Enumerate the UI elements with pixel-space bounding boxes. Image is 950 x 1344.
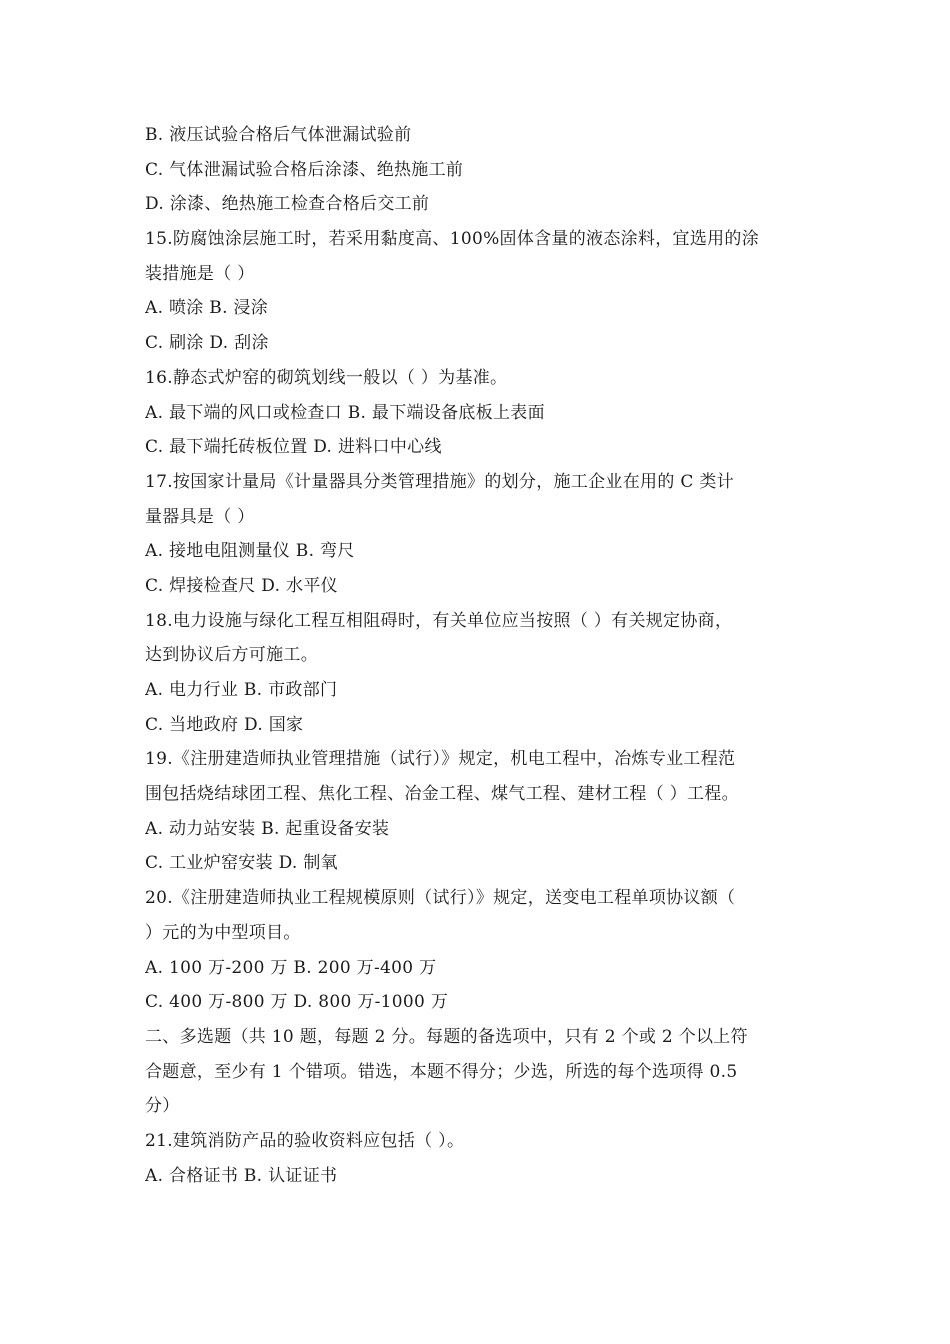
text-line: 围包括烧结球团工程、焦化工程、冶金工程、煤气工程、建材工程（ ）工程。 [145, 784, 739, 805]
text-line: C. 当地政府 D. 国家 [145, 714, 304, 735]
text-line: 18.电力设施与绿化工程互相阻碍时，有关单位应当按照（ ）有关规定协商， [145, 610, 733, 631]
text-line: C. 刷涂 D. 刮涂 [145, 333, 269, 354]
text-line: 20.《注册建造师执业工程规模原则（试行）》规定，送变电工程单项协议额（ [145, 888, 736, 909]
text-line: A. 喷涂 B. 浸涂 [145, 298, 269, 319]
text-line: 19.《注册建造师执业管理措施（试行）》规定，机电工程中，冶炼专业工程范 [145, 749, 736, 770]
text-line: 15.防腐蚀涂层施工时，若采用黏度高、100%固体含量的液态涂料，宜选用的涂 [145, 229, 760, 250]
text-line: 合题意，至少有 1 个错项。错选，本题不得分；少选，所选的每个选项得 0.5 [145, 1061, 738, 1082]
text-line: D. 涂漆、绝热施工检查合格后交工前 [145, 194, 430, 215]
text-line: A. 100 万-200 万 B. 200 万-400 万 [145, 957, 437, 978]
text-line: 分） [145, 1096, 180, 1117]
text-line: 量器具是（ ） [145, 506, 255, 527]
text-line: C. 气体泄漏试验合格后涂漆、绝热施工前 [145, 159, 464, 180]
text-line: C. 最下端托砖板位置 D. 进料口中心线 [145, 437, 442, 458]
text-line: C. 工业炉窑安装 D. 制氧 [145, 853, 338, 874]
text-line: 17.按国家计量局《计量器具分类管理措施》的划分，施工企业在用的 C 类计 [145, 471, 734, 492]
text-line: B. 液压试验合格后气体泄漏试验前 [145, 125, 412, 145]
document-body [145, 118, 810, 1193]
text-line: 装措施是（ ） [145, 263, 255, 284]
text-line: A. 电力行业 B. 市政部门 [145, 680, 338, 700]
text-line: C. 400 万-800 万 D. 800 万-1000 万 [145, 992, 449, 1013]
text-line: A. 接地电阻测量仪 B. 弯尺 [145, 541, 355, 562]
text-line: C. 焊接检查尺 D. 水平仪 [145, 575, 338, 596]
text-line: ）元的为中型项目。 [145, 922, 301, 943]
text-line: 16.静态式炉窑的砌筑划线一般以（ ）为基准。 [145, 367, 508, 388]
text-line: A. 动力站安装 B. 起重设备安装 [145, 818, 390, 839]
text-line: A. 最下端的风口或检查口 B. 最下端设备底板上表面 [145, 402, 545, 423]
text-line: 二、多选题（共 10 题，每题 2 分。每题的备选项中，只有 2 个或 2 个以上符 [145, 1026, 748, 1047]
text-line: A. 合格证书 B. 认证证书 [145, 1165, 338, 1186]
text-line: 21.建筑消防产品的验收资料应包括（ ）。 [145, 1130, 465, 1151]
text-line: 达到协议后方可施工。 [145, 645, 318, 666]
